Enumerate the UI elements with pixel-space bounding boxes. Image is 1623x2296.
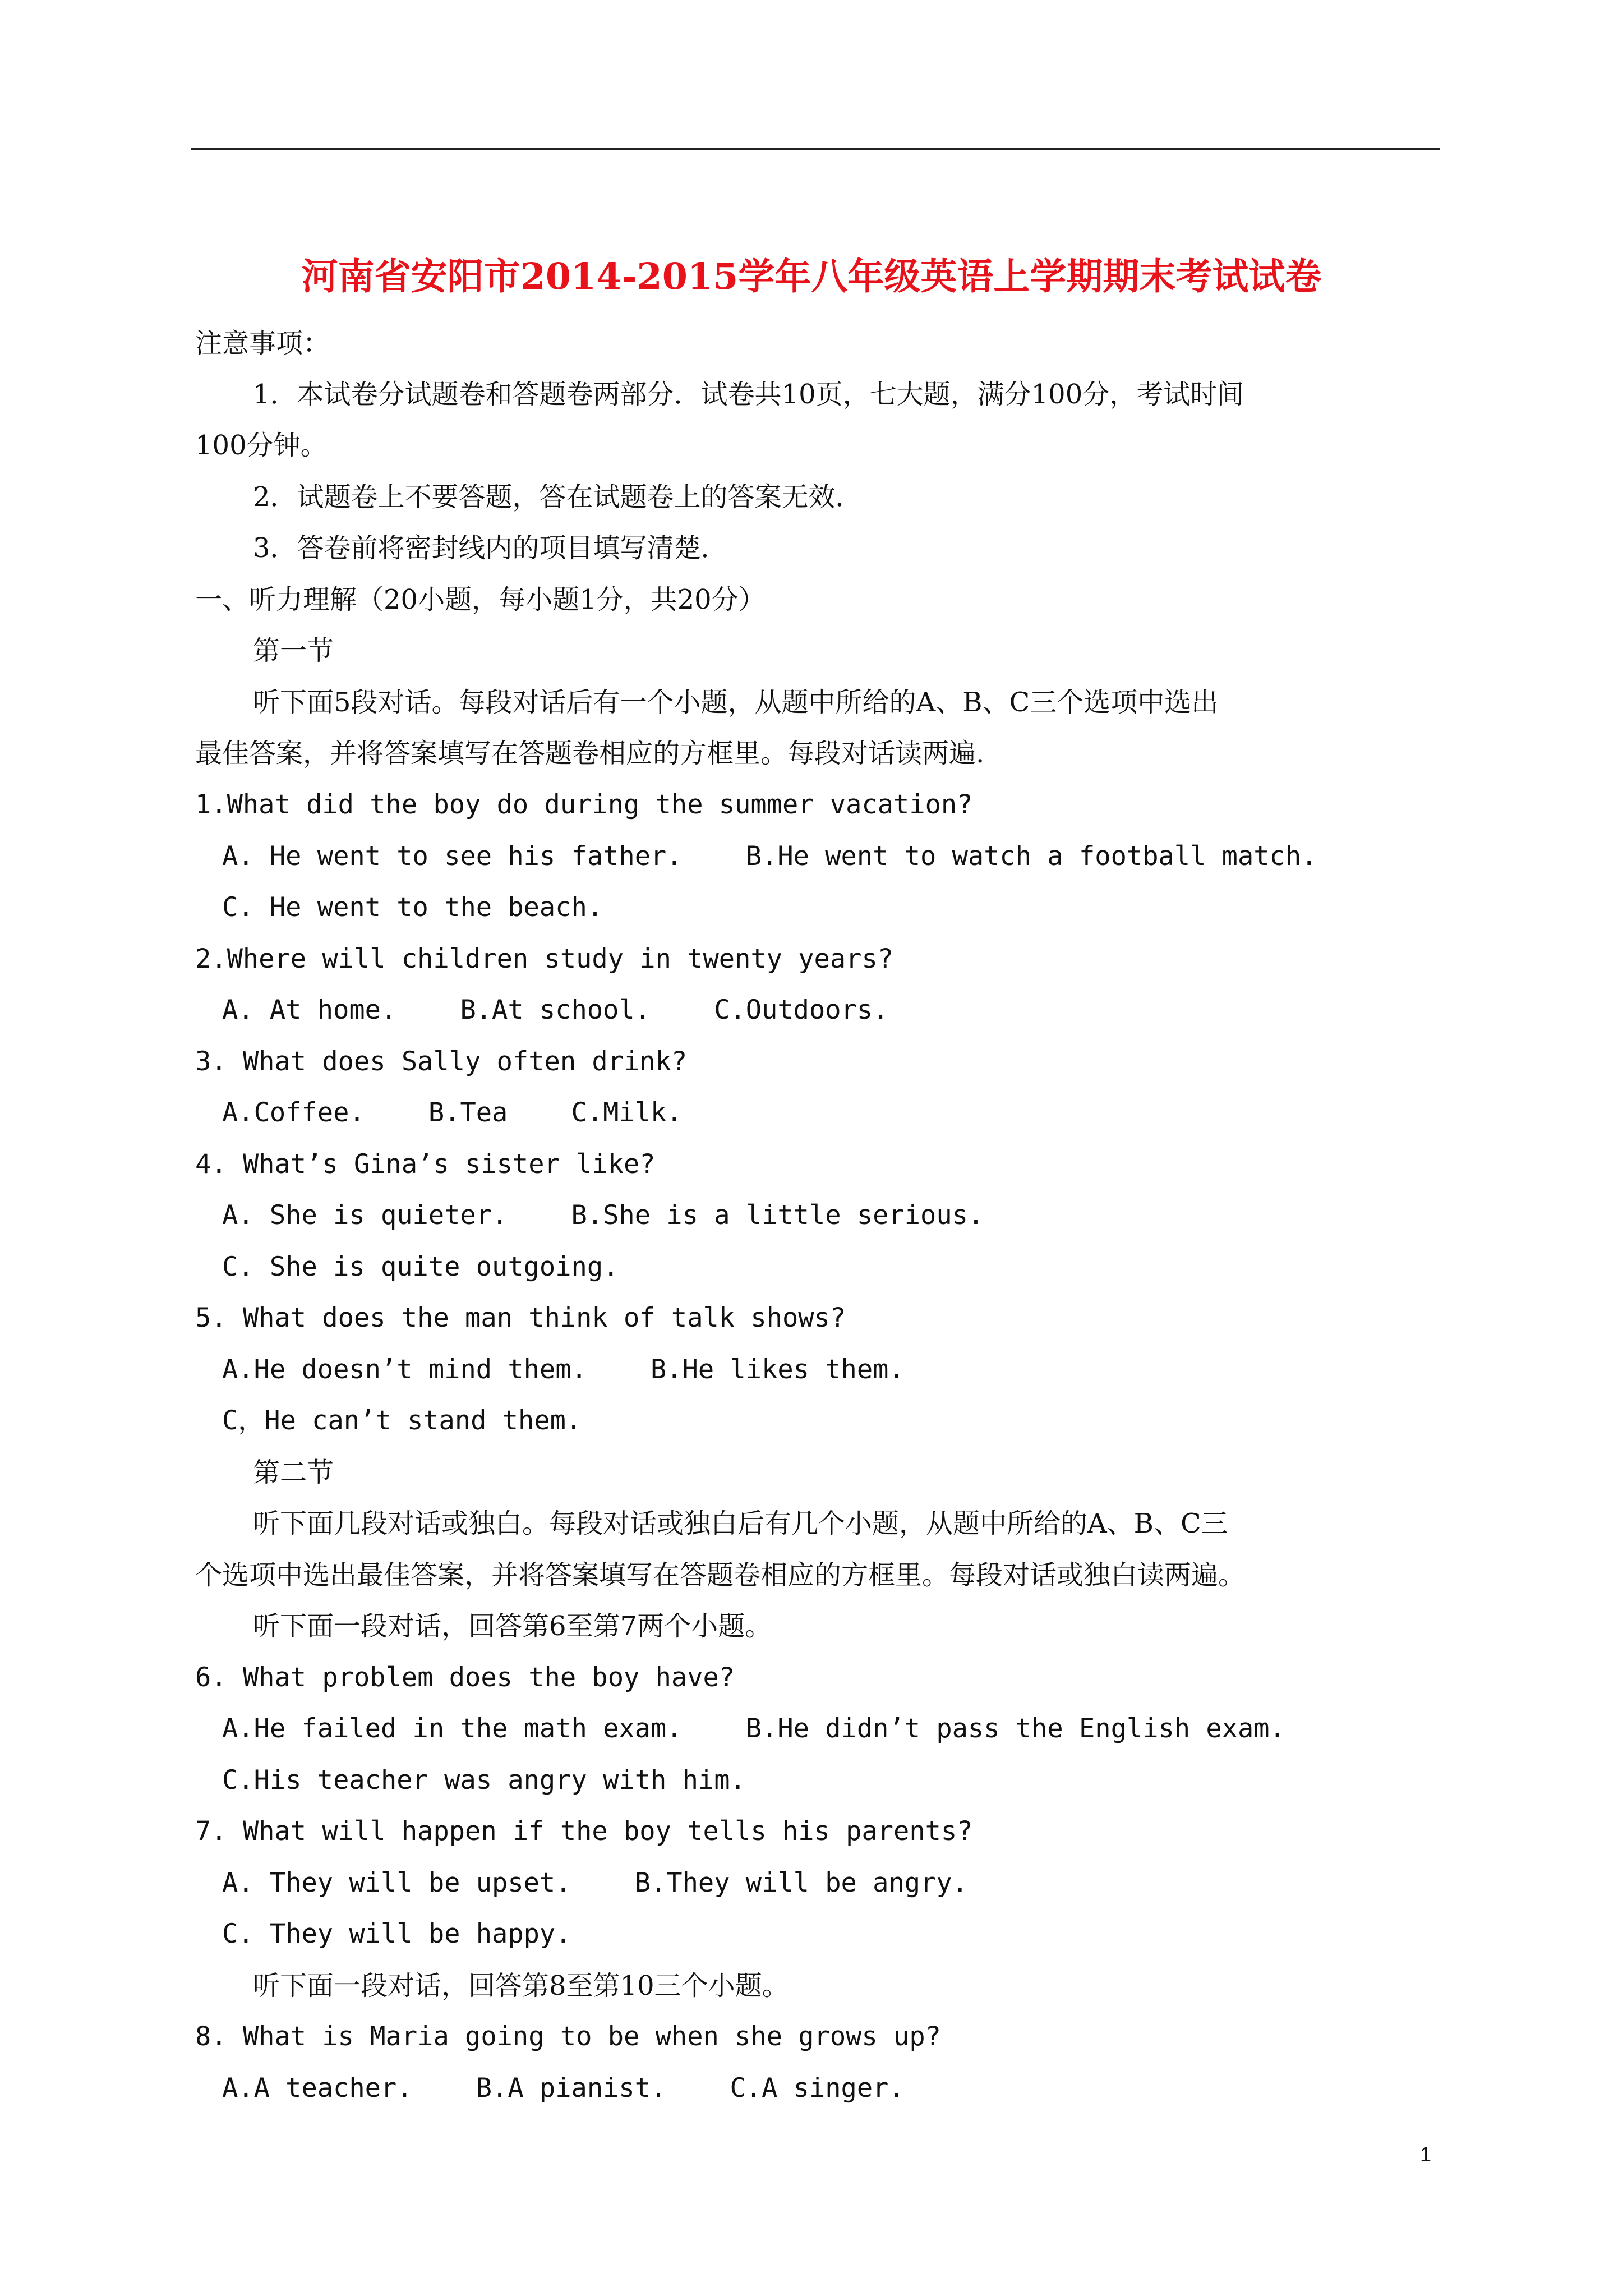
dialog-8-10-instruction: 听下面一段对话，回答第8至第10三个小题。 [253,1970,789,2001]
question-7: 7. What will happen if the boy tells his parents? [195,1816,973,1847]
note-3: 3．答卷前将密封线内的项目填写清楚． [253,532,728,564]
section-1-heading: 第一节 [253,635,334,666]
section-2-heading: 第二节 [253,1457,334,1488]
question-6: 6. What problem does the boy have? [195,1662,735,1693]
question-1-options-line-1: A. He went to see his father. B.He went to watch a football match. [222,841,1317,872]
question-5-options-line-2: C，He can’t stand them. [222,1405,582,1436]
question-2: 2.Where will children study in twenty years? [195,944,894,974]
section-1-instructions-line-1: 听下面5段对话。每段对话后有一个小题，从题中所给的A、B、C三个选项中选出 [253,687,1219,718]
page-title: 河南省安阳市2014-2015学年八年级英语上学期期末考试试卷 [301,255,1322,298]
question-6-options-line-1: A.He failed in the math exam. B.He didn’t pass the English exam. [222,1713,1285,1744]
question-8-options: A.A teacher. B.A pianist. C.A singer. [222,2073,905,2104]
question-5-options-line-1: A.He doesn’t mind them. B.He likes them. [222,1354,905,1385]
question-7-options-line-2: C. They will be happy. [222,1918,571,1949]
question-4: 4. What’s Gina’s sister like? [195,1149,656,1180]
question-4-options-line-1: A. She is quieter. B.She is a little serious. [222,1200,984,1231]
question-7-options-line-1: A. They will be upset. B.They will be angry. [222,1867,968,1898]
section-2-instructions-line-2: 个选项中选出最佳答案，并将答案填写在答题卷相应的方框里。每段对话或独白读两遍。 [195,1559,1246,1591]
note-1-line-1: 1．本试卷分试题卷和答题卷两部分．试卷共10页，七大题，满分100分，考试时间 [253,379,1244,410]
question-1-options-line-2: C. He went to the beach. [222,892,603,923]
part-1-heading: 一、听力理解（20小题，每小题1分，共20分） [195,584,766,615]
page-number: 1 [1420,2143,1432,2166]
question-4-options-line-2: C. She is quite outgoing. [222,1251,619,1282]
question-1: 1.What did the boy do during the summer vacation? [195,789,973,820]
question-3-options: A.Coffee. B.Tea C.Milk. [222,1097,683,1128]
question-6-options-line-2: C.His teacher was angry with him. [222,1765,746,1796]
question-3: 3. What does Sally often drink? [195,1046,688,1077]
section-1-instructions-line-2: 最佳答案，并将答案填写在答题卷相应的方框里。每段对话读两遍. [195,738,985,769]
header-rule [191,148,1440,150]
section-2-instructions-line-1: 听下面几段对话或独白。每段对话或独白后有几个小题，从题中所给的A、B、C三 [253,1508,1228,1539]
question-2-options: A. At home. B.At school. C.Outdoors. [222,995,889,1025]
note-1-line-2: 100分钟。 [195,430,328,461]
question-8: 8. What is Maria going to be when she grows up? [195,2021,941,2052]
dialog-6-7-instruction: 听下面一段对话，回答第6至第7两个小题。 [253,1611,772,1642]
question-5: 5. What does the man think of talk shows? [195,1303,846,1333]
notes-heading: 注意事项： [195,328,330,359]
note-2: 2．试题卷上不要答题，答在试题卷上的答案无效． [253,481,863,513]
